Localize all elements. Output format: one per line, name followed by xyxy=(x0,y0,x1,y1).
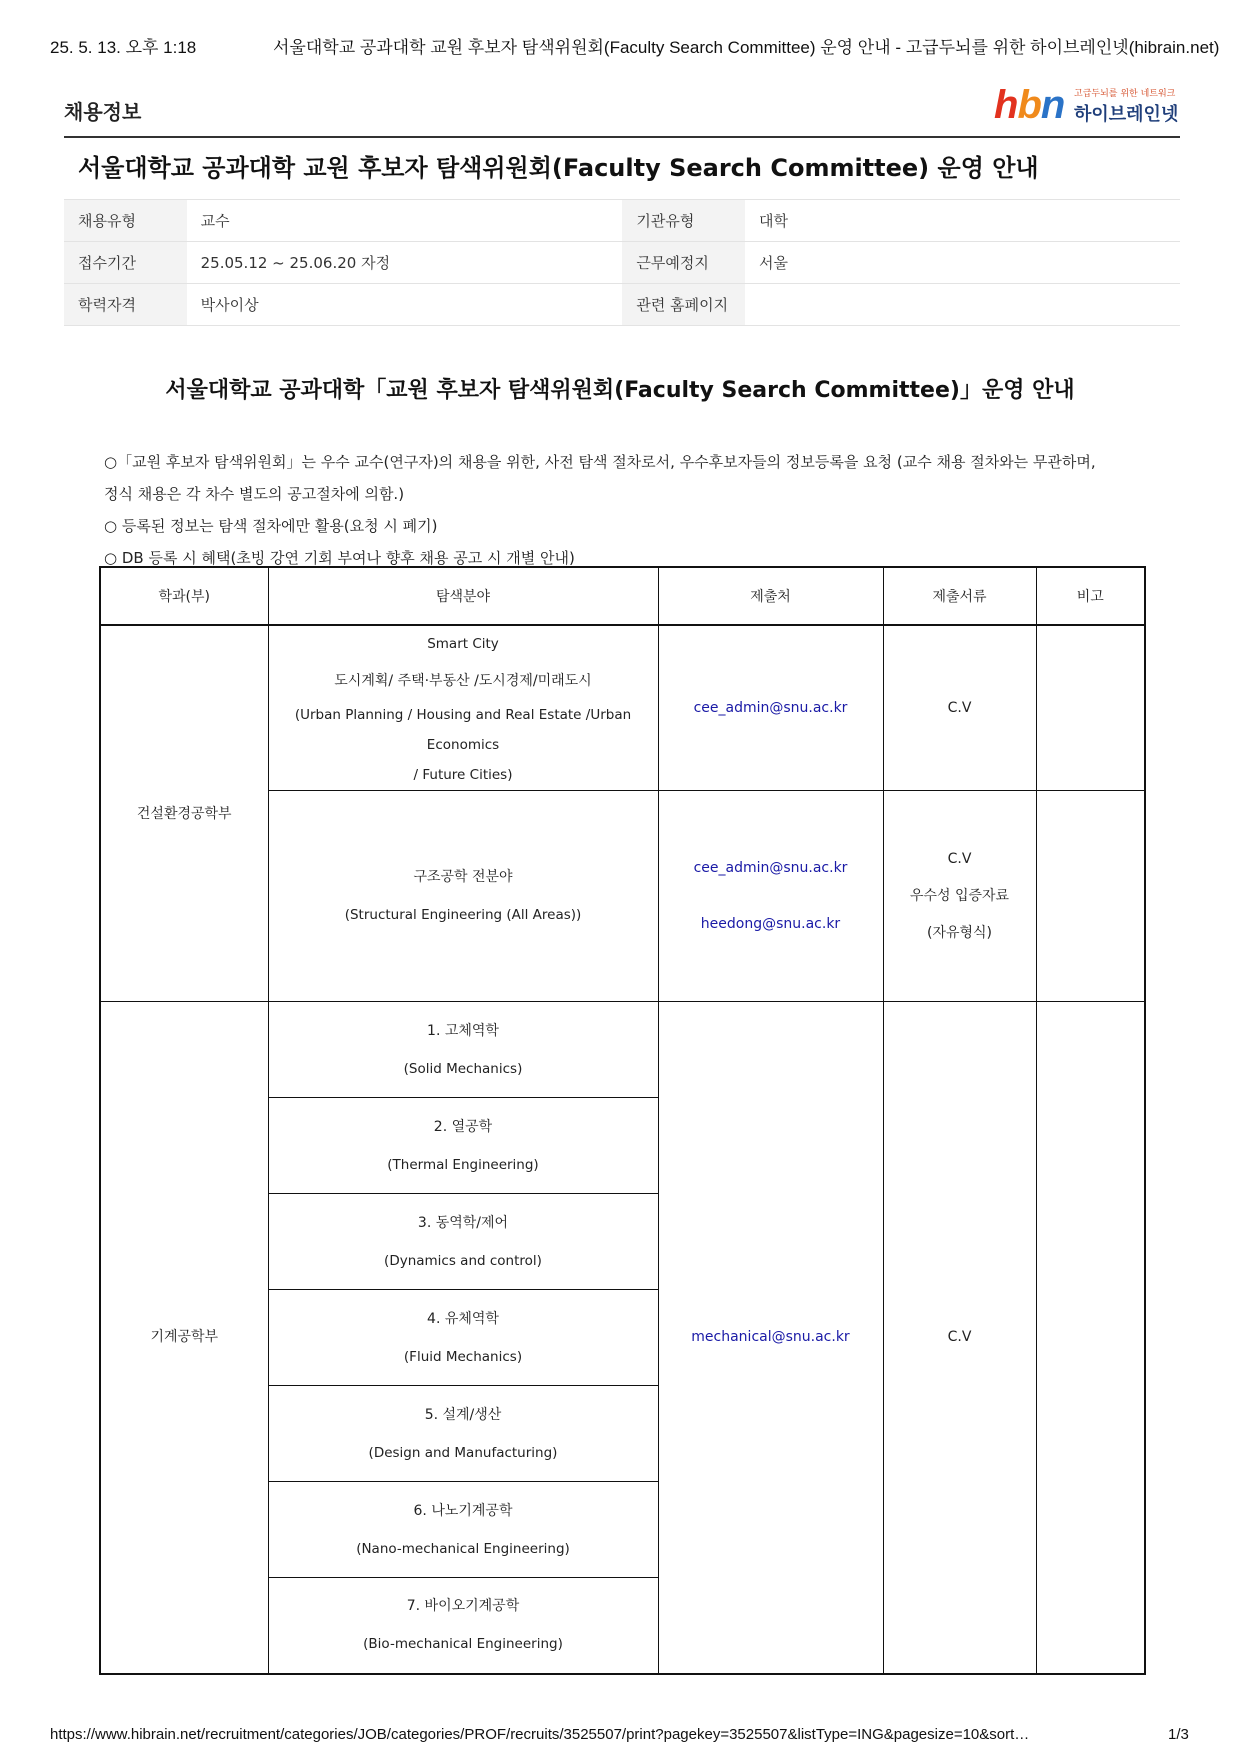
field-cell xyxy=(268,1290,658,1386)
field-cell xyxy=(268,1482,658,1578)
email-link[interactable]: cee_admin@snu.ac.kr xyxy=(693,860,848,876)
spacer xyxy=(663,881,879,911)
notice-line: 정식 채용은 각 차수 별도의 공고절차에 의함.) xyxy=(104,485,405,503)
info-key: 접수기간 xyxy=(64,242,187,284)
logo-name: 하이브레인넷 xyxy=(1074,104,1179,125)
field-line: 1. 고체역학 xyxy=(427,1022,499,1039)
field-line: 7. 바이오기계공학 xyxy=(406,1598,520,1615)
homepage-link[interactable] xyxy=(745,284,1180,326)
remarks-cell xyxy=(1036,625,1145,791)
field-line: (Structural Engineering (All Areas)) xyxy=(344,907,582,923)
email-link[interactable]: cee_admin@snu.ac.kr xyxy=(693,700,848,716)
info-key: 근무예정지 xyxy=(622,242,745,284)
notice-line: ○ DB 등록 시 혜택(초빙 강연 기회 부여나 향후 채용 공고 시 개별 안내) xyxy=(104,549,575,567)
email-link[interactable]: heedong@snu.ac.kr xyxy=(700,916,841,932)
page-number: 1/3 xyxy=(1168,1726,1189,1743)
content-heading: 서울대학교 공과대학「교원 후보자 탐색위원회(Faculty Search Committee)」운영 안내 xyxy=(165,378,1075,403)
field-cell xyxy=(268,625,658,791)
doc-line: (자유형식) xyxy=(926,924,993,941)
field-cell xyxy=(268,1386,658,1482)
print-footer xyxy=(0,1726,1240,1748)
notice-line: ○ 등록된 정보는 탐색 절차에만 활용(요청 시 폐기) xyxy=(104,517,438,535)
brand-row xyxy=(64,83,1180,138)
field-cell xyxy=(268,791,658,1002)
field-line: / Future Cities) xyxy=(413,767,513,783)
field-line: (Dynamics and control) xyxy=(384,1252,542,1269)
table-row xyxy=(100,1002,1145,1098)
print-page-title: 서울대학교 공과대학 교원 후보자 탐색위원회(Faculty Search Committee) 운영 안내 - 고급두뇌를 위한 하이브레인넷(hibrain.net) xyxy=(273,38,1220,57)
docs-cell: C.V xyxy=(883,1002,1036,1674)
dept-cell: 기계공학부 xyxy=(100,1002,268,1674)
docs-cell: C.V xyxy=(883,625,1036,791)
print-url: https://www.hibrain.net/recruitment/categories/JOB/categories/PROF/recruits/3525507/print?pagekey=3525507&listType=ING&pagesize=10&sort… xyxy=(50,1726,1030,1743)
info-key: 채용유형 xyxy=(64,200,187,242)
field-line: (Solid Mechanics) xyxy=(403,1060,523,1077)
print-datetime: 25. 5. 13. 오후 1:18 xyxy=(50,38,197,57)
info-value: 대학 xyxy=(745,200,1180,242)
field-line: (Thermal Engineering) xyxy=(387,1156,539,1173)
field-line: 4. 유체역학 xyxy=(427,1310,499,1327)
info-value: 교수 xyxy=(187,200,623,242)
logo-tagline: 고급두뇌를 위한 네트워크 xyxy=(1074,89,1176,99)
field-line: (Bio-mechanical Engineering) xyxy=(363,1636,563,1653)
field-line: (Fluid Mechanics) xyxy=(403,1348,523,1365)
hibrain-logo[interactable] xyxy=(994,80,1180,130)
table-header-row xyxy=(100,567,1145,625)
doc-line: 우수성 입증자료 xyxy=(909,887,1010,904)
remarks-cell xyxy=(1036,791,1145,1002)
print-header xyxy=(0,33,1240,57)
notice-line: ○「교원 후보자 탐색위원회」는 우수 교수(연구자)의 채용을 위한, 사전 탐색 절차로서, 우수후보자들의 정보등록을 요청 (교수 채용 절차와는 무관하며, xyxy=(104,453,1096,471)
field-line: Smart City xyxy=(427,636,499,652)
field-line: (Nano-mechanical Engineering) xyxy=(356,1540,570,1557)
header-remarks: 비고 xyxy=(1036,567,1145,625)
field-cell xyxy=(268,1578,658,1674)
logo-mark: hbn xyxy=(994,83,1065,127)
header-dept: 학과(부) xyxy=(100,567,268,625)
info-row xyxy=(64,284,1180,326)
info-key: 학력자격 xyxy=(64,284,187,326)
field-line: 도시계획/ 주택·부동산 /도시경제/미래도시 xyxy=(334,673,592,689)
header-documents: 제출서류 xyxy=(883,567,1036,625)
field-line: 3. 동역학/제어 xyxy=(417,1214,509,1231)
info-value: 25.05.12 ~ 25.06.20 자정 xyxy=(187,242,623,284)
field-line: 6. 나노기계공학 xyxy=(413,1502,513,1519)
table-row xyxy=(100,625,1145,791)
recruit-info-table xyxy=(64,199,1180,326)
field-cell xyxy=(268,1002,658,1098)
email-link[interactable]: mechanical@snu.ac.kr xyxy=(691,1329,850,1346)
info-value: 서울 xyxy=(745,242,1180,284)
email-cell xyxy=(658,1002,883,1674)
info-key: 기관유형 xyxy=(622,200,745,242)
info-row xyxy=(64,200,1180,242)
notice-list xyxy=(104,446,1144,574)
info-value: 박사이상 xyxy=(187,284,623,326)
info-key: 관련 홈페이지 xyxy=(622,284,745,326)
remarks-cell xyxy=(1036,1002,1145,1674)
doc-line: C.V xyxy=(947,850,972,867)
section-label: 채용정보 xyxy=(64,100,142,124)
dept-cell: 건설환경공학부 xyxy=(100,625,268,1002)
docs-cell xyxy=(883,791,1036,1002)
field-line: 5. 설계/생산 xyxy=(424,1406,502,1423)
page-title: 서울대학교 공과대학 교원 후보자 탐색위원회(Faculty Search Committee) 운영 안내 xyxy=(78,154,1039,182)
field-cell xyxy=(268,1098,658,1194)
field-line: (Urban Planning / Housing and Real Estate /Urban Economics xyxy=(294,707,632,753)
department-table xyxy=(99,566,1146,1675)
email-cell xyxy=(658,791,883,1002)
header-submit-to: 제출처 xyxy=(658,567,883,625)
field-line: 구조공학 전분야 xyxy=(413,869,513,885)
header-field: 탐색분야 xyxy=(268,567,658,625)
info-row xyxy=(64,242,1180,284)
field-line: (Design and Manufacturing) xyxy=(368,1444,558,1461)
field-cell xyxy=(268,1194,658,1290)
field-line: 2. 열공학 xyxy=(433,1118,493,1135)
email-cell xyxy=(658,625,883,791)
